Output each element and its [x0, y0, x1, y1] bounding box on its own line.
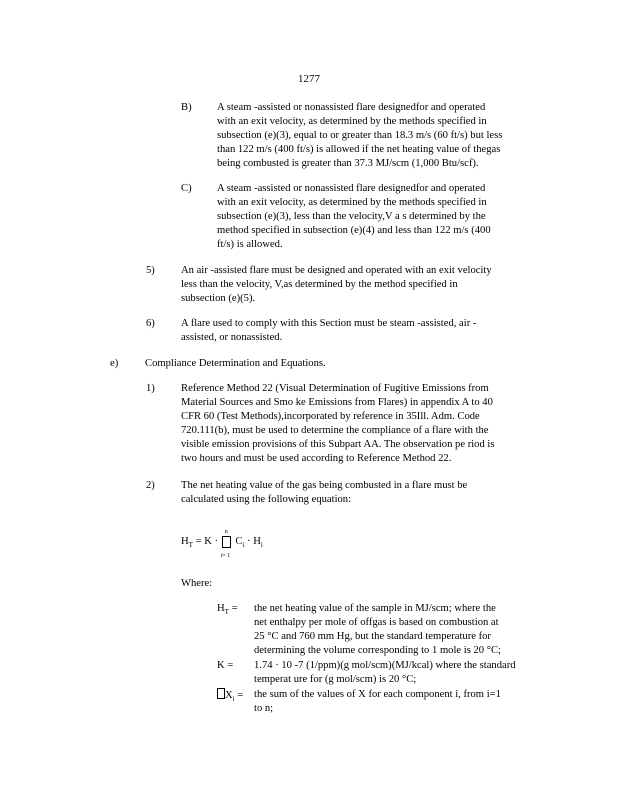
eq-c-sub: i [242, 541, 245, 550]
item-label-6: 6) [146, 318, 155, 329]
eq-lhs: H [181, 536, 189, 547]
section-label-e: e) [110, 358, 119, 369]
item-1-text [181, 382, 494, 466]
def-text-k [254, 659, 516, 687]
eq-h: H [253, 536, 261, 547]
sum-upper-limit: n [224, 529, 228, 535]
def-term-equals: = [234, 690, 244, 701]
def-k-line: 1.74 · 10 -7 (1/ppm)(g mol/scm)(MJ/kcal) where the standard [254, 660, 516, 671]
item-2-line: calculated using the following equation: [181, 494, 352, 505]
item-1-line: visible emission provisions of this Subpart AA. The observation pe riod is [181, 439, 495, 450]
item-label-c: C) [181, 183, 192, 194]
item-b-line: being combusted is greater than 37.3 MJ/scm (1,000 Btu/scf). [217, 158, 479, 169]
item-b-line: than 122 m/s (400 ft/s) is allowed if the net heating value of thegas [217, 144, 501, 155]
def-term-equals: = [228, 603, 238, 614]
def-term-sub: i [232, 695, 235, 704]
item-c-line: ft/s) is allowed. [217, 239, 283, 250]
def-xi-line: the sum of the values of X for each component i, from i=1 [254, 689, 501, 700]
item-5-line: subsection (e)(5). [181, 293, 256, 304]
def-ht-line: 25 °C and 760 mm Hg, but the standard temperature for [254, 631, 491, 642]
item-1-line: Reference Method 22 (Visual Determination of Fugitive Emissions from [181, 383, 489, 394]
item-b-text [217, 101, 502, 171]
item-label-2: 2) [146, 480, 155, 491]
item-6-line: A flare used to comply with this Section must be steam -assisted, air - [181, 318, 477, 329]
item-1-line: 720.111(b), must be used to determine the compliance of a flare with the [181, 425, 489, 436]
item-6-line: assisted, or nonassisted. [181, 332, 283, 343]
item-c-line: method specified in subsection (e)(4) and less than 122 m/s (400 [217, 225, 491, 236]
item-1-line: CFR 60 (Test Methods),incorporated by reference in 35Ill. Adm. Code [181, 411, 480, 422]
item-c-line: with an exit velocity, as determined by the methods specified in [217, 197, 487, 208]
eq-dot: · [244, 536, 254, 547]
def-term-k [217, 659, 233, 673]
item-c-line: A steam -assisted or nonassisted flare designedfor and operated [217, 183, 486, 194]
eq-h-sub: i [260, 541, 263, 550]
def-xi-line: to n; [254, 703, 274, 714]
sum-lower-limit: i= 1 [220, 553, 231, 559]
item-label-b: B) [181, 102, 192, 113]
def-ht-line: determining the volume corresponding to 1 mole is 20 °C; [254, 645, 501, 656]
def-term-sub: T [224, 608, 229, 617]
missing-glyph-icon [217, 688, 225, 699]
item-1-line: Material Sources and Smo ke Emissions from Flares) in appendix A to 40 [181, 397, 493, 408]
item-c-line: subsection (e)(3), less than the velocity,V a s determined by the [217, 211, 486, 222]
item-5-line: less than the velocity, V,as determined by the method specified in [181, 279, 458, 290]
item-b-line: subsection (e)(3), equal to or greater than 18.3 m/s (60 ft/s) but less [217, 130, 503, 141]
summation-symbol [220, 529, 233, 559]
item-b-line: with an exit velocity, as determined by the methods specified in [217, 116, 487, 127]
item-b-line: A steam -assisted or nonassisted flare designedfor and operated [217, 102, 486, 113]
item-label-1: 1) [146, 383, 155, 394]
section-e-line: Compliance Determination and Equations. [145, 358, 326, 369]
def-term-symbol: X [225, 690, 233, 701]
page-number: 1277 [298, 73, 320, 85]
def-ht-line: the net heating value of the sample in MJ/scm; where the [254, 603, 496, 614]
item-6-text [181, 317, 476, 345]
def-text-ht [254, 602, 501, 658]
def-text-xi [254, 688, 501, 716]
item-c-text [217, 182, 491, 252]
item-label-5: 5) [146, 265, 155, 276]
section-e-heading [145, 357, 326, 371]
item-5-text [181, 264, 492, 306]
def-term-symbol: H [217, 603, 225, 614]
def-term-xi [217, 688, 243, 703]
eq-c: C [235, 536, 243, 547]
item-2-text [181, 479, 467, 507]
def-k-line: temperat ure for (g mol/scm) is 20 °C; [254, 674, 417, 685]
def-term-equals: = [224, 660, 234, 671]
eq-lhs-sub: T [188, 541, 193, 550]
item-5-line: An air -assisted flare must be designed and operated with an exit velocity [181, 265, 492, 276]
def-term-symbol: K [217, 660, 225, 671]
item-1-line: two hours and must be used according to Reference Method 22. [181, 453, 452, 464]
item-2-line: The net heating value of the gas being combusted in a flare must be [181, 480, 468, 491]
eq-mid: = K · [192, 536, 221, 547]
def-ht-line: net enthalpy per mole of offgas is based on combustion at [254, 617, 499, 628]
where-label: Where: [181, 578, 213, 589]
def-term-ht [217, 602, 238, 616]
heating-value-equation [181, 529, 263, 559]
